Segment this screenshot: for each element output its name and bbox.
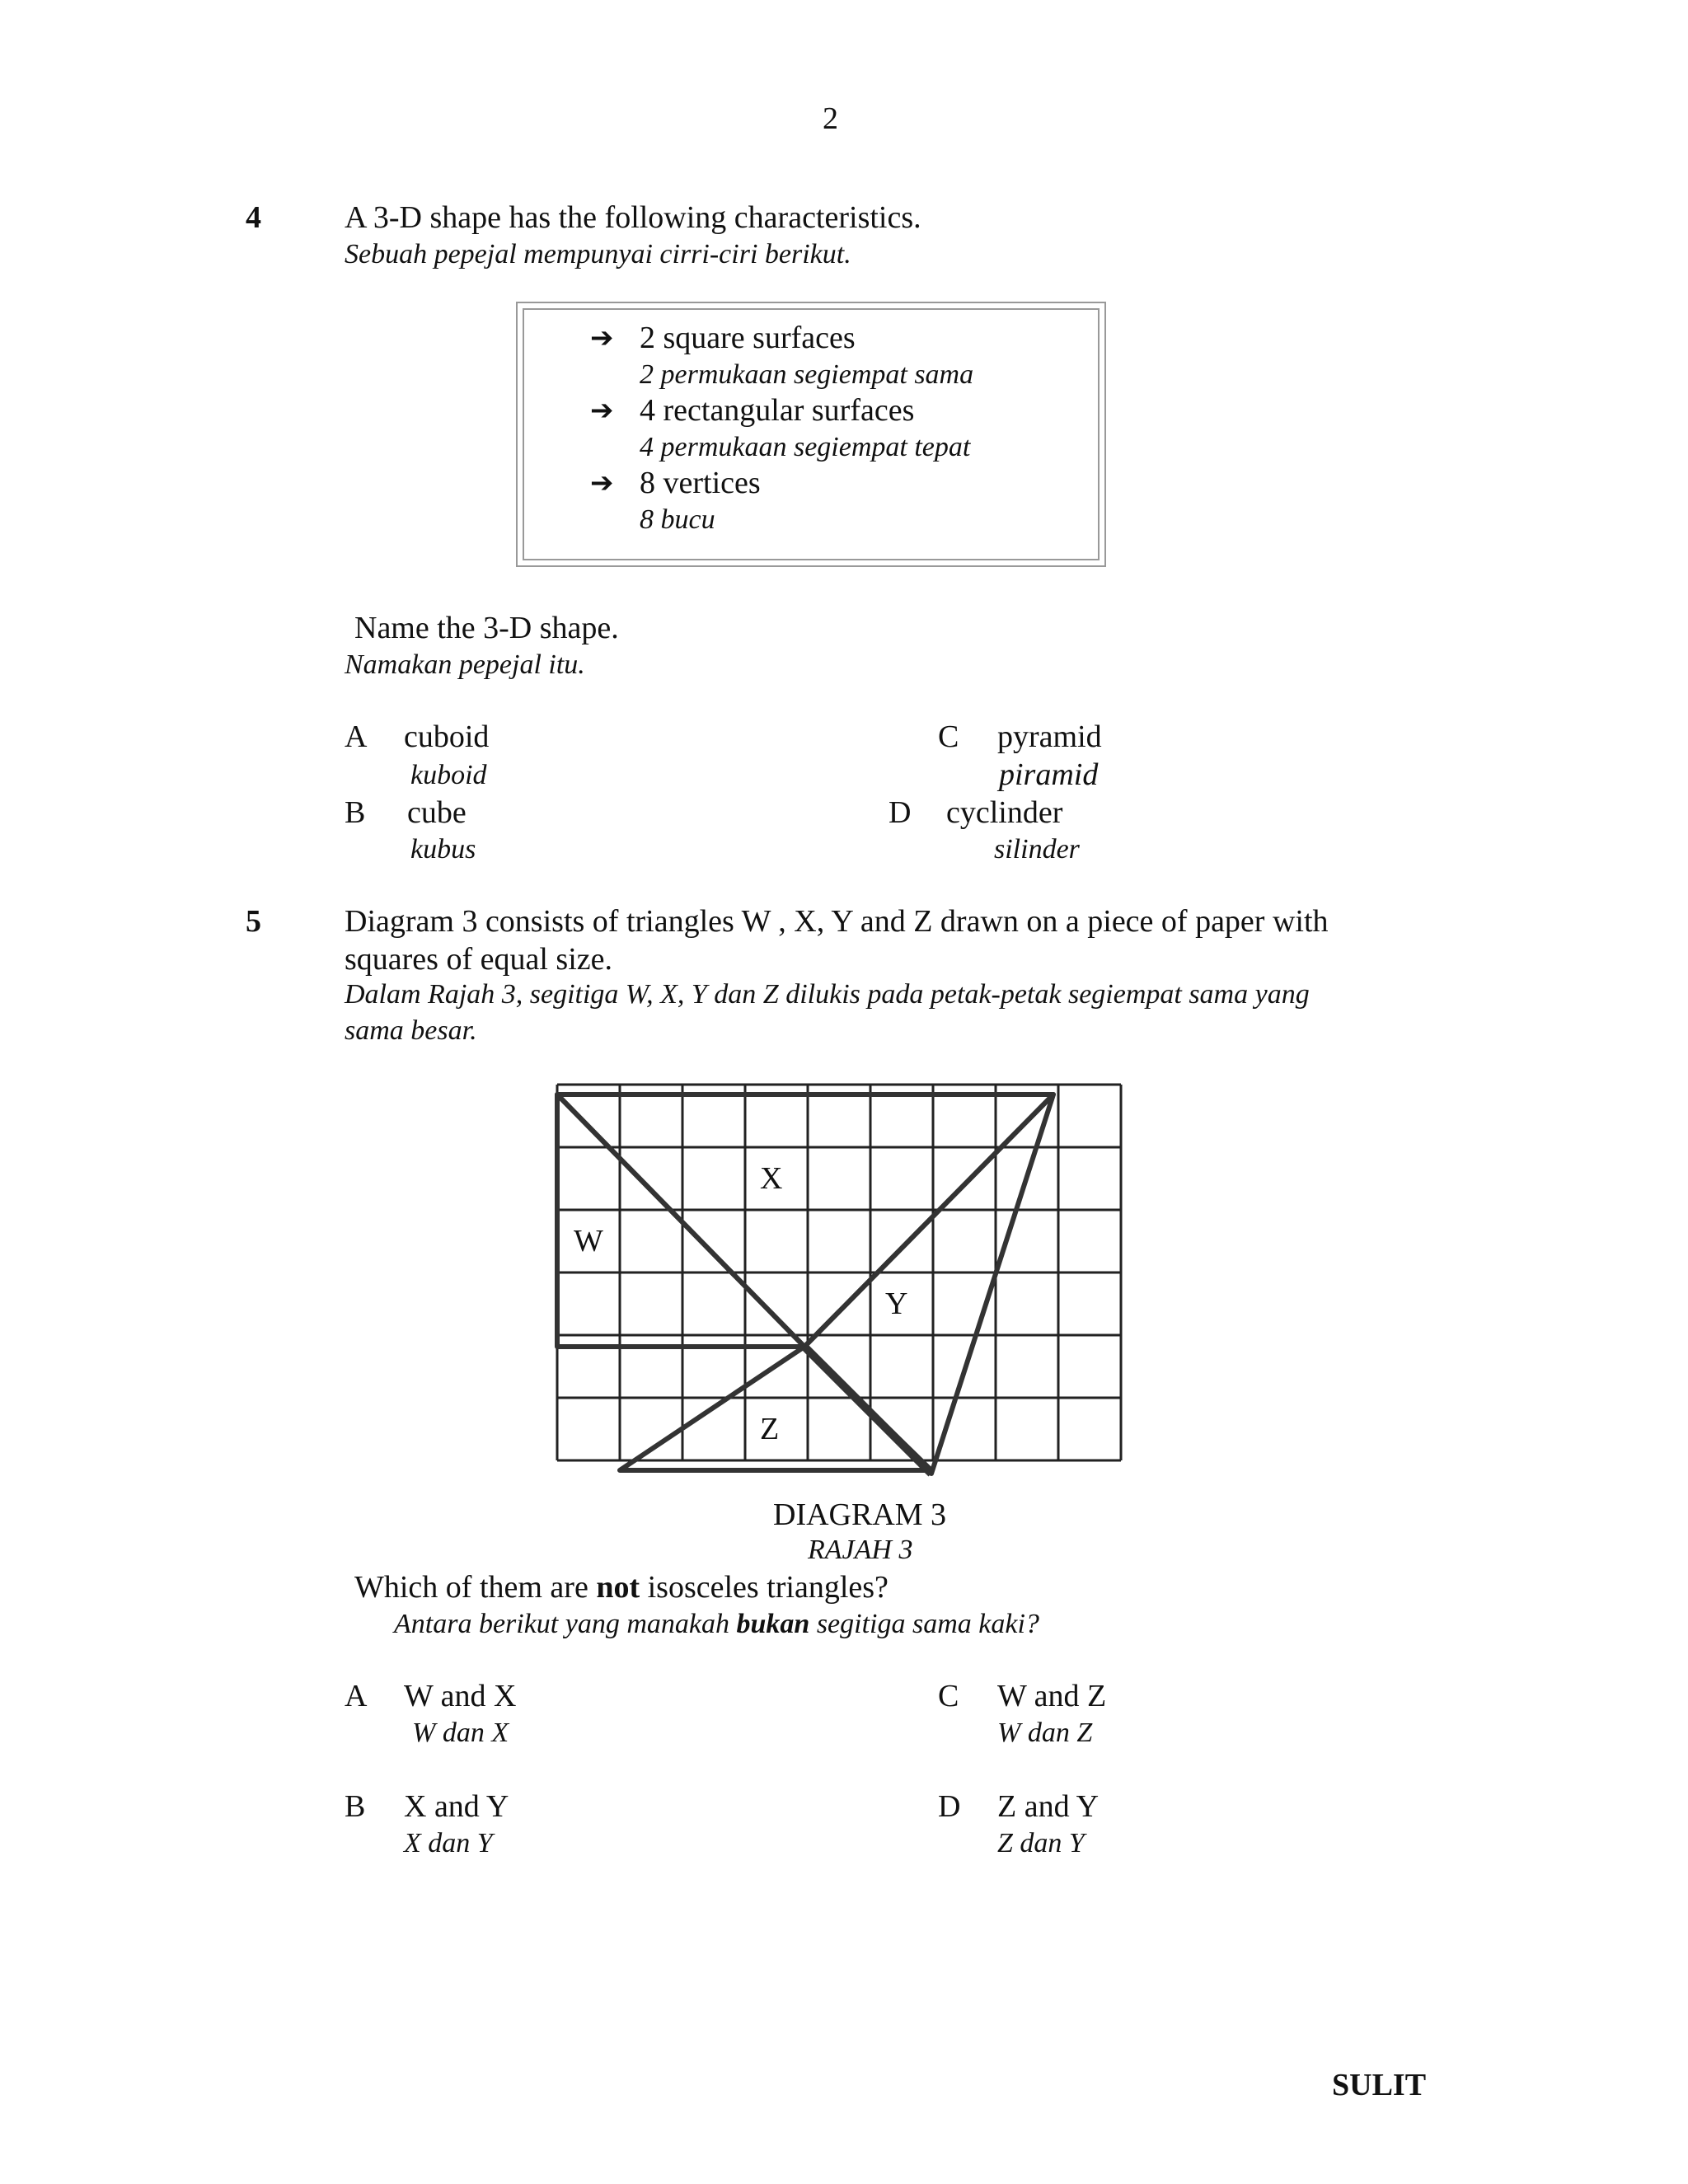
question-4-prompt: Name the 3-D shape. bbox=[354, 611, 619, 645]
characteristic-1: 2 square surfaces bbox=[640, 321, 856, 355]
question-4-stem: A 3-D shape has the following characteristics. bbox=[345, 200, 921, 235]
page-number: 2 bbox=[823, 101, 838, 136]
q5-option-b[interactable]: X and Y bbox=[404, 1789, 509, 1824]
characteristic-3-malay: 8 bucu bbox=[640, 504, 715, 535]
q5-option-a-malay: W dan X bbox=[412, 1718, 509, 1748]
q4-option-d-malay: silinder bbox=[994, 834, 1080, 865]
characteristic-2: 4 rectangular surfaces bbox=[640, 393, 915, 428]
q4-option-a-letter[interactable]: A bbox=[345, 719, 368, 754]
right-arrow-icon: ➔ bbox=[590, 466, 614, 499]
q4-option-b-letter[interactable]: B bbox=[345, 795, 366, 830]
q4-option-a-malay: kuboid bbox=[410, 760, 487, 790]
q4-option-c[interactable]: pyramid bbox=[997, 719, 1102, 754]
q4-option-d[interactable]: cyclinder bbox=[946, 795, 1063, 830]
q5-option-b-malay: X dan Y bbox=[404, 1828, 493, 1858]
q5-option-a-letter[interactable]: A bbox=[345, 1679, 368, 1713]
characteristic-3: 8 vertices bbox=[640, 466, 761, 500]
right-arrow-icon: ➔ bbox=[590, 321, 614, 354]
diagram-caption: DIAGRAM 3 bbox=[773, 1497, 947, 1532]
triangle-y bbox=[804, 1094, 1053, 1474]
q4-option-c-letter[interactable]: C bbox=[938, 719, 959, 754]
q5-option-d[interactable]: Z and Y bbox=[997, 1789, 1100, 1824]
label-x: X bbox=[760, 1161, 783, 1196]
shared-edge bbox=[804, 1347, 931, 1474]
q4-option-b[interactable]: cube bbox=[407, 795, 467, 830]
q4-option-d-letter[interactable]: D bbox=[889, 795, 912, 830]
question-5-stem-line-2: squares of equal size. bbox=[345, 942, 612, 977]
question-5-stem-malay-line-2: sama besar. bbox=[345, 1015, 477, 1046]
triangle-x bbox=[557, 1094, 1053, 1347]
q4-option-b-malay: kubus bbox=[410, 834, 476, 865]
q5-option-a[interactable]: W and X bbox=[404, 1679, 517, 1713]
label-w: W bbox=[574, 1224, 603, 1258]
diagram-3 bbox=[544, 1071, 1129, 1483]
question-5-number: 5 bbox=[246, 904, 261, 939]
question-5-stem-malay-line-1: Dalam Rajah 3, segitiga W, X, Y dan Z dilukis pada petak-petak segiempat sama yang bbox=[345, 979, 1310, 1010]
q4-option-c-malay: piramid bbox=[999, 757, 1099, 792]
question-5-prompt-malay: Antara berikut yang manakah bukan segitiga sama kaki? bbox=[394, 1609, 1039, 1639]
characteristic-2-malay: 4 permukaan segiempat tepat bbox=[640, 432, 971, 462]
q5-option-c-malay: W dan Z bbox=[997, 1718, 1093, 1748]
footer-sulit: SULIT bbox=[1332, 2068, 1427, 2102]
q5-option-c-letter[interactable]: C bbox=[938, 1679, 959, 1713]
q5-option-c[interactable]: W and Z bbox=[997, 1679, 1107, 1713]
q4-option-a[interactable]: cuboid bbox=[404, 719, 490, 754]
triangle-z bbox=[620, 1347, 931, 1470]
question-5-stem-line-1: Diagram 3 consists of triangles W , X, Y and Z drawn on a piece of paper with bbox=[345, 904, 1329, 939]
question-5-prompt: Which of them are not isosceles triangles? bbox=[354, 1570, 889, 1605]
q5-option-d-malay: Z dan Y bbox=[997, 1828, 1085, 1858]
q5-option-d-letter[interactable]: D bbox=[938, 1789, 961, 1824]
q5-option-b-letter[interactable]: B bbox=[345, 1789, 366, 1824]
question-4-stem-malay: Sebuah pepejal mempunyai cirri-ciri berikut. bbox=[345, 239, 851, 269]
question-4-number: 4 bbox=[246, 200, 261, 235]
label-y: Y bbox=[885, 1286, 908, 1321]
triangles bbox=[557, 1094, 1053, 1474]
question-4-prompt-malay: Namakan pepejal itu. bbox=[345, 649, 585, 680]
diagram-caption-malay: RAJAH 3 bbox=[808, 1535, 913, 1565]
characteristic-1-malay: 2 permukaan segiempat sama bbox=[640, 359, 974, 390]
label-z: Z bbox=[760, 1412, 780, 1446]
right-arrow-icon: ➔ bbox=[590, 394, 614, 427]
